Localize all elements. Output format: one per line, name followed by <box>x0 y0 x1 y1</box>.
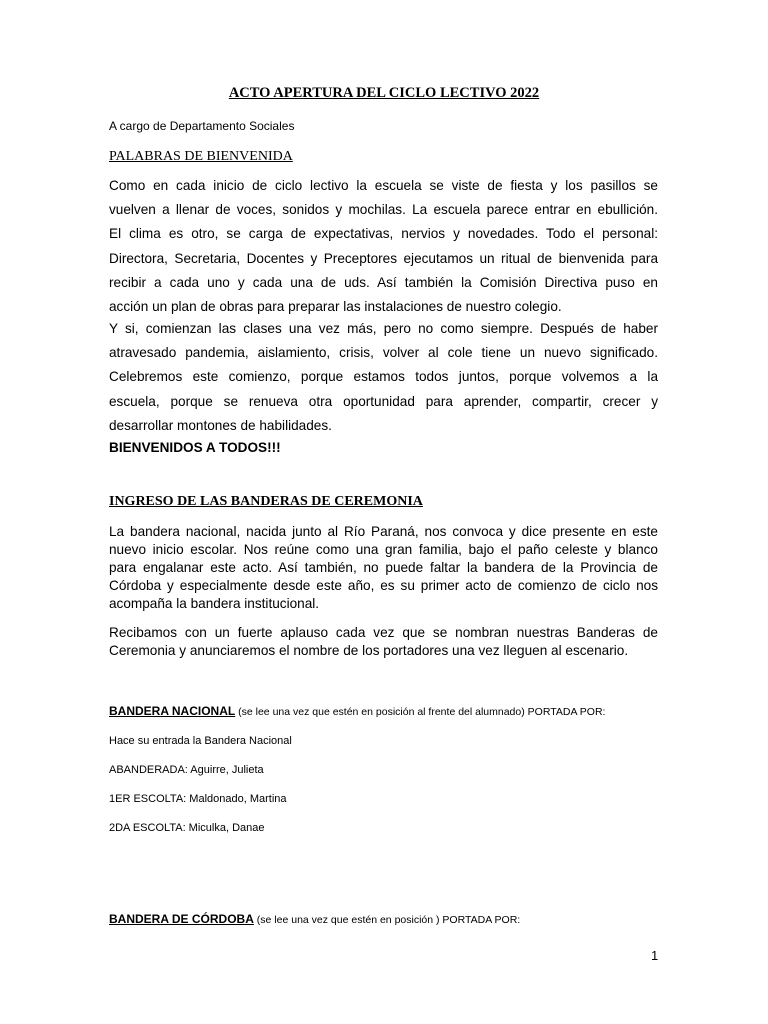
flag-national-entry: Hace su entrada la Bandera Nacional <box>109 735 292 747</box>
paragraph-line: atravesado pandemia, aislamiento, crisis, volver al cole tiene un nuevo significado. <box>109 345 658 361</box>
flags-paragraph-2 <box>109 624 658 660</box>
section-heading-flags: INGRESO DE LAS BANDERAS DE CEREMONIA <box>109 494 423 509</box>
welcome-paragraph-2 <box>109 317 658 438</box>
welcome-closing: BIENVENIDOS A TODOS!!! <box>109 440 281 455</box>
paragraph-line: nuevo inicio escolar. Nos reúne como una gran familia, bajo el paño celeste y blanco <box>109 542 658 557</box>
flag-national-bearer: ABANDERADA: Aguirre, Julieta <box>109 764 264 776</box>
paragraph-line: acompaña la bandera institucional. <box>109 596 320 611</box>
paragraph-line: vuelven a llenar de voces, sonidos y mochilas. La escuela parece entrar en ebullición. <box>109 202 658 218</box>
paragraph-line: Ceremonia y anunciaremos el nombre de los portadores una vez lleguen al escenario. <box>109 643 629 658</box>
flag-national-note: (se lee una vez que estén en posición al frente del alumnado) PORTADA POR: <box>235 706 606 718</box>
welcome-paragraph-1 <box>109 174 658 319</box>
paragraph-line: para engalanar este acto. Así también, no puede faltar la bandera de la Provincia de <box>109 560 658 575</box>
paragraph-line: La bandera nacional, nacida junto al Río Paraná, nos convoca y dice presente en este <box>109 524 658 539</box>
flag-national-escort-1: 1ER ESCOLTA: Maldonado, Martina <box>109 793 287 805</box>
page-number: 1 <box>651 948 659 963</box>
document-subtitle: A cargo de Departamento Sociales <box>109 119 295 133</box>
flag-cordoba-title: BANDERA DE CÓRDOBA <box>109 912 254 926</box>
paragraph-line: El clima es otro, se carga de expectativas, nervios y novedades. Todo el personal: <box>109 226 658 242</box>
paragraph-line: Recibamos con un fuerte aplauso cada vez que se nombran nuestras Banderas de <box>109 625 658 640</box>
section-heading-welcome: PALABRAS DE BIENVENIDA <box>109 149 293 164</box>
paragraph-line: acción un plan de obras para preparar las instalaciones de nuestro colegio. <box>109 298 562 314</box>
paragraph-line: Córdoba y especialmente desde este año, es su primer acto de comienzo de ciclo nos <box>109 578 658 593</box>
flag-cordoba-heading <box>109 912 520 926</box>
paragraph-line: recibir a cada uno y cada una de uds. Así también la Comisión Directiva puso en <box>109 274 658 290</box>
flag-cordoba-note: (se lee una vez que estén en posición ) PORTADA POR: <box>253 914 521 926</box>
flag-national-title: BANDERA NACIONAL <box>109 704 236 718</box>
flag-national-heading <box>109 704 605 718</box>
paragraph-line: escuela, porque se renueva otra oportunidad para aprender, compartir, crecer y <box>109 393 658 409</box>
paragraph-line: Directora, Secretaria, Docentes y Preceptores ejecutamos un ritual de bienvenida para <box>109 250 658 266</box>
paragraph-line: Como en cada inicio de ciclo lectivo la escuela se viste de fiesta y los pasillos se <box>109 178 658 193</box>
paragraph-line: Celebremos este comienzo, porque estamos todos juntos, porque volvemos a la <box>109 369 658 385</box>
flag-national-escort-2: 2DA ESCOLTA: Miculka, Danae <box>109 822 265 834</box>
flags-paragraph-1 <box>109 523 658 613</box>
document-title: ACTO APERTURA DEL CICLO LECTIVO 2022 <box>228 85 540 101</box>
paragraph-line: desarrollar montones de habilidades. <box>109 417 332 433</box>
paragraph-line: Y si, comienzan las clases una vez más, pero no como siempre. Después de haber <box>109 321 658 336</box>
